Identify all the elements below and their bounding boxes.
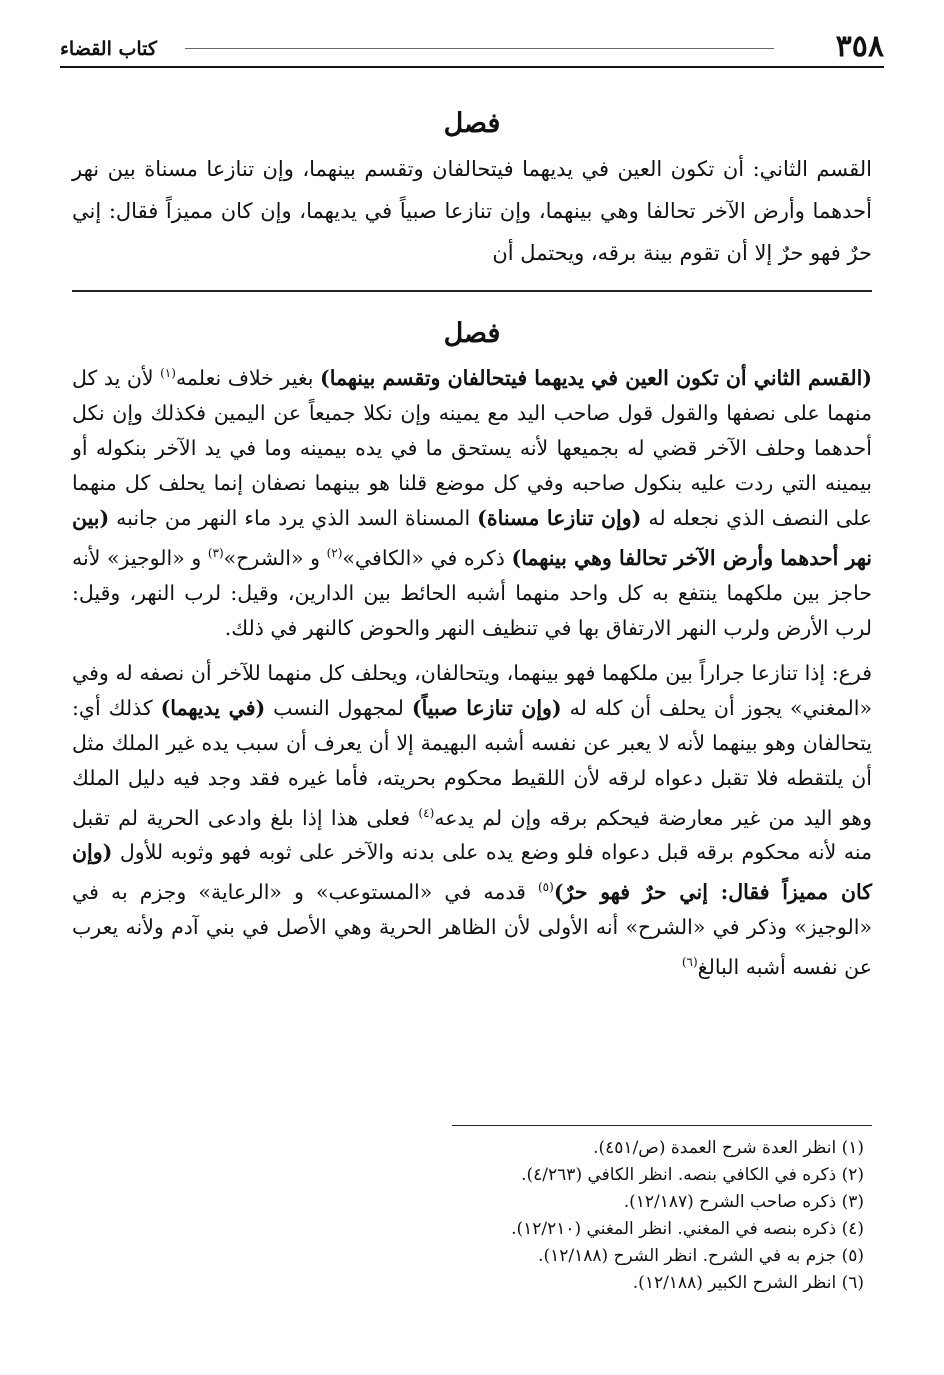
footnote-ref: (٣)	[207, 545, 224, 560]
footnote-ref: (٦)	[681, 955, 698, 970]
quoted-matn: (القسم الثاني أن تكون العين في يديهما فيتحالفان وتقسم بينهما)	[320, 365, 872, 390]
commentary-text: لمجهول النسب	[265, 695, 412, 720]
commentary-text: كذلك أي: يتحالفان وهو بينهما لأنه لا يعبر عن نفسه أشبه البهيمة إلا أن يعرف أن سبب يده غير الملك مثل أن يلتقطه فلا تقبل دعواه لرقه لأن اللقيط محكوم بحريته، فأما غيره فقد وجد فيه دليل الملك وهو اليد من غير معارضة فيحكم برقه وإن لم يدعه	[72, 695, 872, 830]
footnote: (١) انظر العدة شرح العمدة (ص/٤٥١).	[593, 1138, 864, 1158]
quoted-matn: (وإن تنازعا مسناة)	[477, 505, 642, 530]
footnotes	[72, 1135, 864, 1297]
commentary-title: فصل	[443, 318, 501, 349]
footnote-ref: (١)	[160, 366, 176, 380]
commentary-text: و «الوجيز» لأنه حاجز بين ملكهما ينتفع به كل واحد منهما أشبه الحائط بين الدارين، وقيل: لرب النهر، وقيل: لرب الأرض ولرب النهر الارتفاق بها في تنظيف النهر والحوض كالنهر في ذلك.	[72, 545, 872, 640]
commentary-text: لأن يد كل منهما على نصفها والقول قول صاحب اليد مع يمينه وإن نكلا جميعاً عن اليمين فكذلك وإن نكل أحدهما وحلف الآخر قضي له بجميعها لأنه يستحق ما في يده بيمينه وما في يد الآخر بنكوله أو بيمينه التي ردت عليه بنكول صاحبه وفي كل موضع قلنا هو بينهما نصفان إنما يحلف كل منهما على النصف الذي نجعله له	[72, 365, 873, 530]
quoted-matn: (في يديهما)	[160, 695, 266, 720]
commentary-text: قدمه في «المستوعب» و «الرعاية» وجزم به في «الوجيز» وذكر في «الشرح» أنه الأولى لأن الظاهر الحرية وهي الأصل في بني آدم ولأنه يعرب عن نفسه أشبه البالغ	[72, 880, 872, 980]
header-rule	[185, 48, 774, 49]
commentary-text: فعلى هذا إذا بلغ وادعى الحرية لم تقبل منه لأنه محكوم برقه قبل دعواه فلو وضع يده على بدنه والآخر على ثوبه فهو وثوبه للأول	[72, 805, 872, 865]
quoted-matn: (بين نهر أحدهما وأرض الآخر تحالفا وهي بينهما)	[72, 505, 872, 570]
quoted-matn: (وإن تنازعا صبياً)	[411, 695, 562, 720]
quoted-matn: (وإن كان مميزاً فقال: إني حرٌ فهو حرٌ)	[72, 840, 873, 905]
commentary-text: ذكره في «الكافي»	[342, 545, 512, 570]
commentary-text: بغير خلاف نعلمه	[175, 365, 321, 390]
footnote: (٤) ذكره بنصه في المغني. انظر المغني (١٢/٢١٠).	[511, 1219, 864, 1239]
footnote: (٣) ذكره صاحب الشرح (١٢/١٨٧).	[623, 1192, 864, 1212]
matn-text: القسم الثاني: أن تكون العين في يديهما فيتحالفان وتقسم بينهما، وإن تنازعا مسناة بين نهر أحدهما وأرض الآخر تحالفا وهي بينهما، وإن تنازعا صبياً في يديهما، وإن كان مميزاً فقال: إني حرٌ فهو حرٌ إلا أن تقوم بينة برقه، ويحتمل أن	[72, 157, 872, 265]
footnote-ref: (٢)	[326, 545, 343, 560]
commentary-paragraph	[72, 656, 872, 985]
footnote: (٦) انظر الشرح الكبير (١٢/١٨٨).	[632, 1273, 864, 1293]
commentary-paragraph	[72, 356, 872, 646]
running-title: كتاب القضاء	[60, 38, 157, 60]
commentary-body	[72, 356, 872, 995]
commentary-text: المسناة السد الذي يرد ماء النهر من جانبه	[109, 505, 478, 530]
footnote: (٥) جزم به في الشرح. انظر الشرح (١٢/١٨٨).	[538, 1246, 864, 1266]
commentary-text: فرع: إذا تنازعا جراراً بين ملكهما فهو بينهما، ويتحالفان، ويحلف كل منهما للآخر أن نصفه له وفي «المغني» يجوز أن يحلف أن كله له	[72, 660, 873, 720]
page-header	[60, 30, 884, 68]
commentary-text: و «الشرح»	[223, 545, 327, 570]
footnote-ref: (٤)	[418, 805, 435, 820]
footnote-ref: (٥)	[537, 880, 554, 895]
section-title: فصل	[443, 108, 501, 139]
footnote: (٢) ذكره في الكافي بنصه. انظر الكافي (٤/٢٦٣).	[521, 1165, 864, 1185]
footnote-rule	[452, 1125, 872, 1126]
page-number: ٣٥٨	[835, 29, 884, 64]
matn-separator	[72, 290, 872, 292]
